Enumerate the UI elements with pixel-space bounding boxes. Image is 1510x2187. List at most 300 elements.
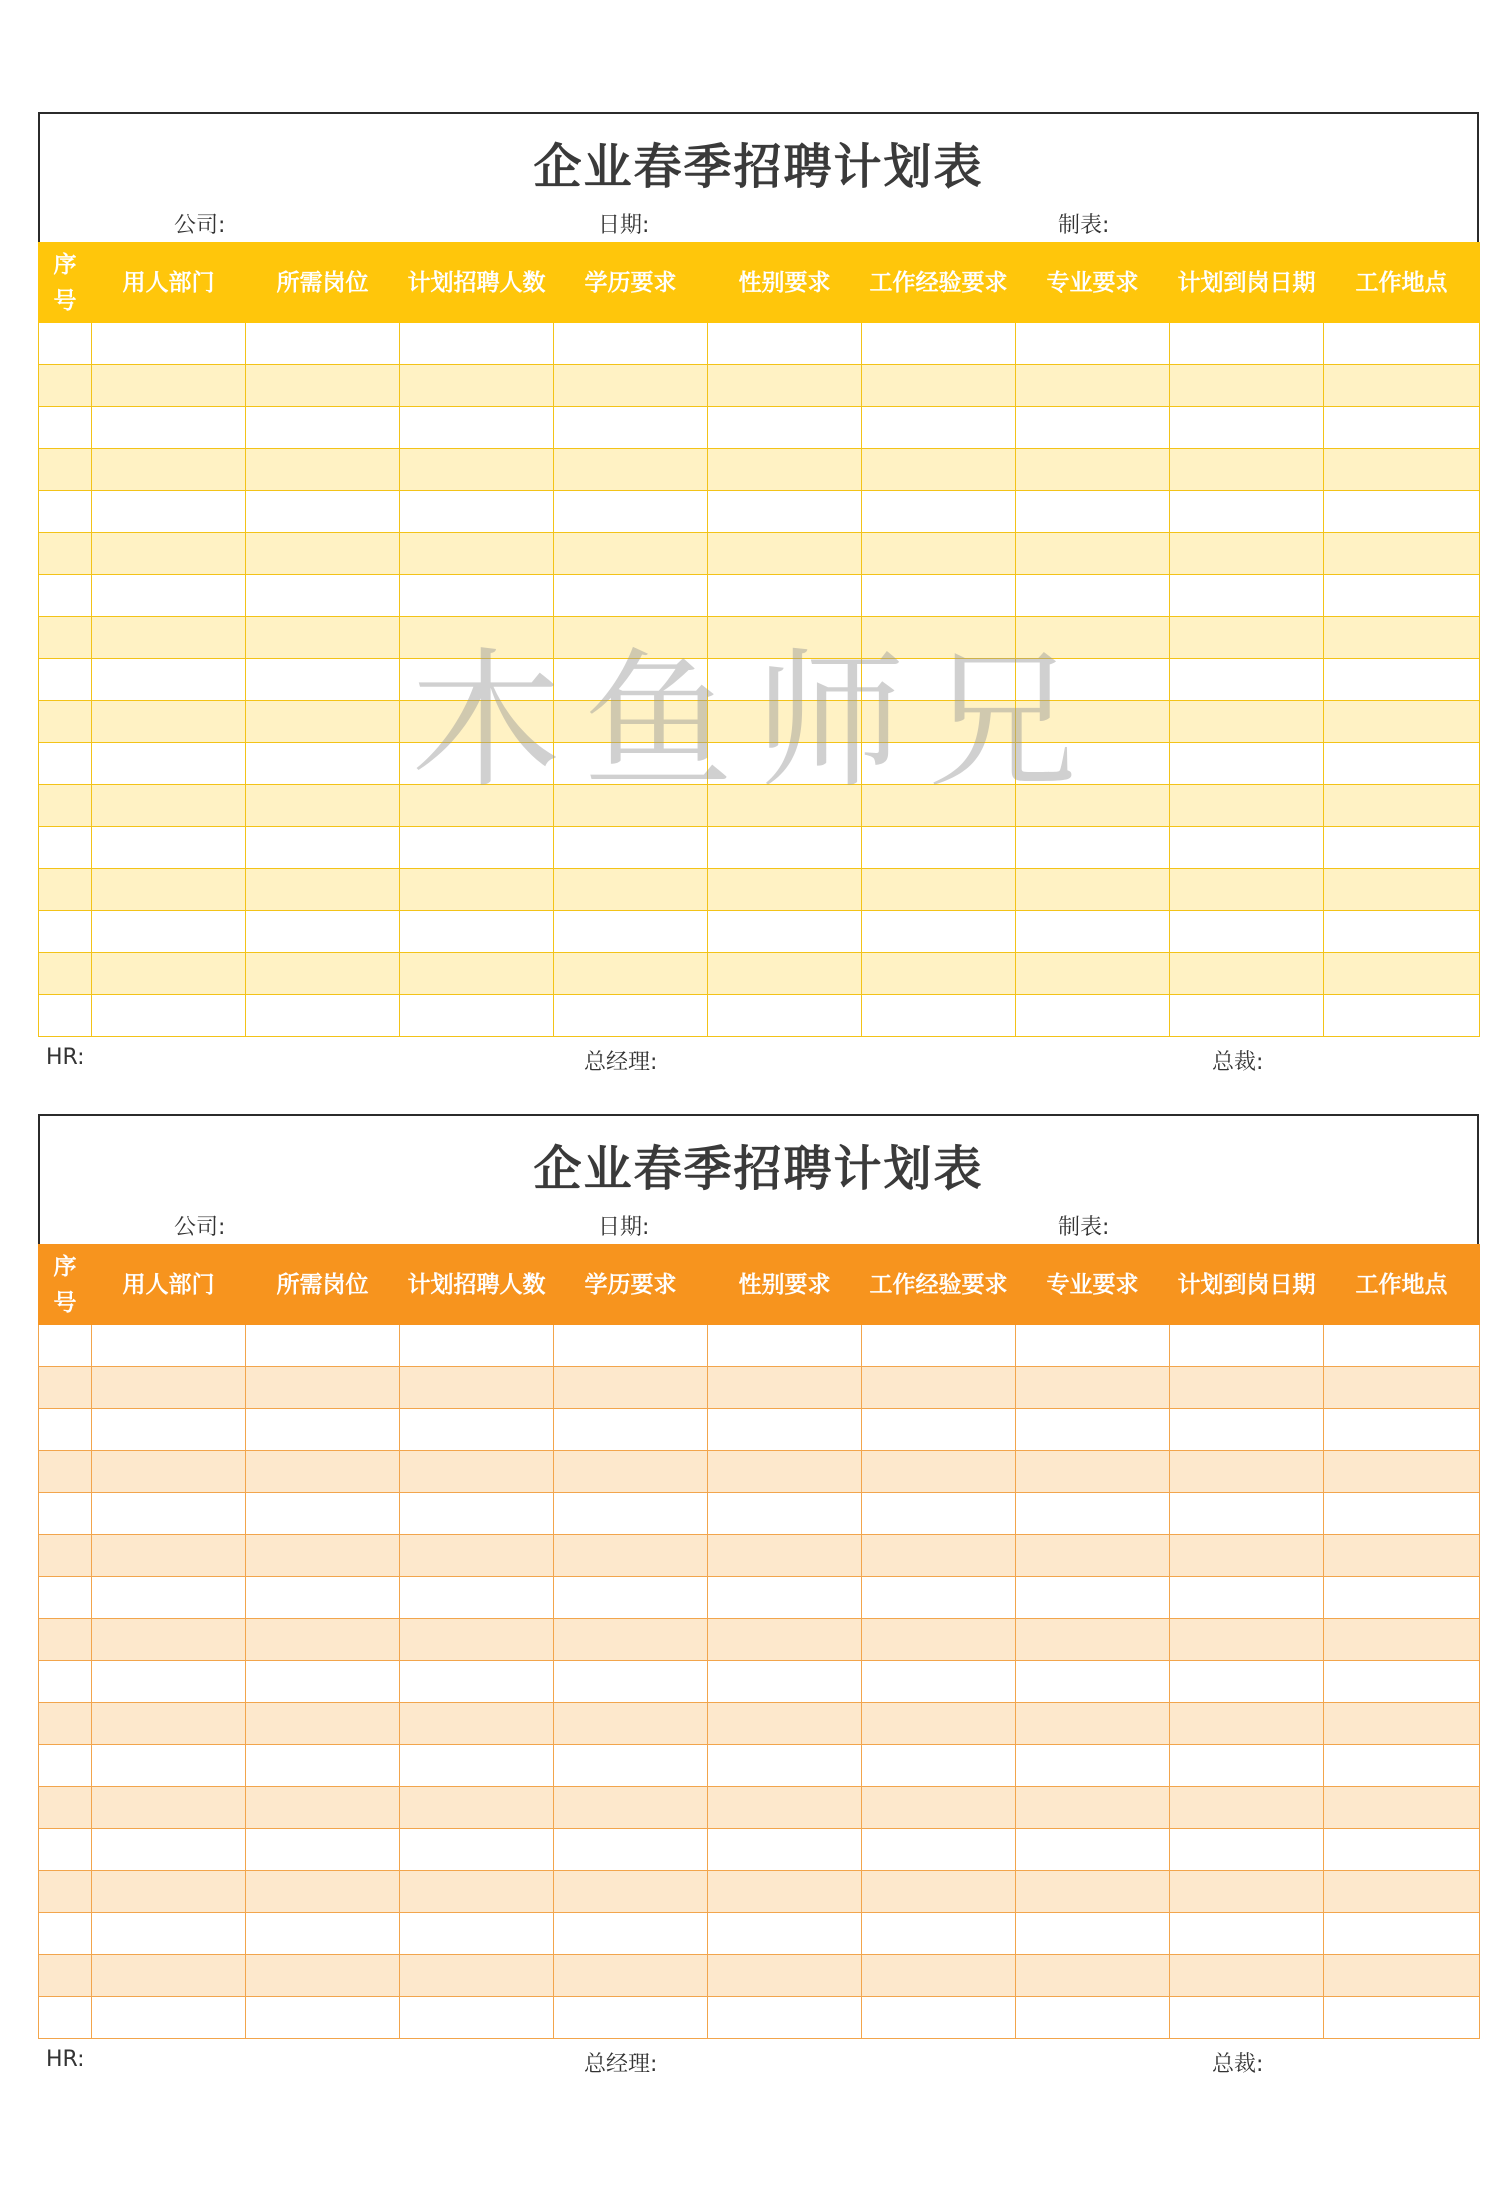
table-cell[interactable] [1170,449,1324,491]
table-cell[interactable] [708,869,862,911]
table-cell[interactable] [39,449,92,491]
table-cell[interactable] [1324,1871,1480,1913]
table-cell[interactable] [39,911,92,953]
table-cell[interactable] [246,1955,400,1997]
table-cell[interactable] [1170,1871,1324,1913]
table-cell[interactable] [1170,407,1324,449]
table-cell[interactable] [708,911,862,953]
table-cell[interactable] [1170,953,1324,995]
table-cell[interactable] [554,1913,708,1955]
table-cell[interactable] [708,953,862,995]
table-cell[interactable] [92,1661,246,1703]
table-cell[interactable] [400,911,554,953]
table-cell[interactable] [862,1745,1016,1787]
table-cell[interactable] [246,407,400,449]
table-cell[interactable] [554,827,708,869]
table-cell[interactable] [708,1871,862,1913]
table-cell[interactable] [708,617,862,659]
table-cell[interactable] [400,1745,554,1787]
table-cell[interactable] [554,1871,708,1913]
table-cell[interactable] [400,1409,554,1451]
table-cell[interactable] [92,1703,246,1745]
table-cell[interactable] [1324,1493,1480,1535]
table-cell[interactable] [1170,1829,1324,1871]
table-cell[interactable] [92,1997,246,2039]
table-cell[interactable] [708,659,862,701]
table-cell[interactable] [400,323,554,365]
table-cell[interactable] [39,995,92,1037]
table-cell[interactable] [400,869,554,911]
table-cell[interactable] [1324,1535,1480,1577]
table-cell[interactable] [862,617,1016,659]
table-cell[interactable] [1016,1577,1170,1619]
table-cell[interactable] [1016,659,1170,701]
table-cell[interactable] [246,1619,400,1661]
table-cell[interactable] [39,1913,92,1955]
table-cell[interactable] [708,365,862,407]
table-cell[interactable] [708,1997,862,2039]
table-cell[interactable] [554,1493,708,1535]
table-cell[interactable] [1170,1997,1324,2039]
table-cell[interactable] [1170,911,1324,953]
table-cell[interactable] [708,743,862,785]
table-cell[interactable] [1016,785,1170,827]
table-cell[interactable] [862,1955,1016,1997]
table-cell[interactable] [400,1493,554,1535]
table-cell[interactable] [400,785,554,827]
table-cell[interactable] [1170,1325,1324,1367]
table-cell[interactable] [708,1535,862,1577]
table-cell[interactable] [400,1997,554,2039]
table-cell[interactable] [39,953,92,995]
table-cell[interactable] [246,491,400,533]
table-cell[interactable] [39,1325,92,1367]
table-cell[interactable] [39,1451,92,1493]
table-cell[interactable] [400,575,554,617]
table-cell[interactable] [862,1367,1016,1409]
table-cell[interactable] [554,323,708,365]
table-cell[interactable] [92,785,246,827]
table-cell[interactable] [246,1661,400,1703]
table-cell[interactable] [708,1955,862,1997]
table-cell[interactable] [39,575,92,617]
table-cell[interactable] [1170,1913,1324,1955]
table-cell[interactable] [92,995,246,1037]
table-cell[interactable] [39,869,92,911]
table-cell[interactable] [708,1409,862,1451]
table-cell[interactable] [708,1745,862,1787]
table-cell[interactable] [862,1871,1016,1913]
table-cell[interactable] [1016,365,1170,407]
table-cell[interactable] [1170,1703,1324,1745]
table-cell[interactable] [400,995,554,1037]
table-cell[interactable] [1170,533,1324,575]
table-cell[interactable] [1324,701,1480,743]
table-cell[interactable] [92,1577,246,1619]
table-cell[interactable] [554,1619,708,1661]
table-cell[interactable] [862,491,1016,533]
table-cell[interactable] [1324,1451,1480,1493]
table-cell[interactable] [1324,1661,1480,1703]
table-cell[interactable] [1324,995,1480,1037]
table-cell[interactable] [92,407,246,449]
table-cell[interactable] [1324,323,1480,365]
table-cell[interactable] [708,1661,862,1703]
table-cell[interactable] [400,1787,554,1829]
table-cell[interactable] [1324,743,1480,785]
table-cell[interactable] [39,1871,92,1913]
table-cell[interactable] [92,1409,246,1451]
table-cell[interactable] [1170,1409,1324,1451]
table-cell[interactable] [554,1451,708,1493]
table-cell[interactable] [92,617,246,659]
table-cell[interactable] [1016,1535,1170,1577]
table-cell[interactable] [708,995,862,1037]
table-cell[interactable] [708,575,862,617]
table-cell[interactable] [92,323,246,365]
table-cell[interactable] [92,1787,246,1829]
table-cell[interactable] [862,827,1016,869]
table-cell[interactable] [554,533,708,575]
table-cell[interactable] [1324,1955,1480,1997]
table-cell[interactable] [1170,995,1324,1037]
table-cell[interactable] [1170,1955,1324,1997]
table-cell[interactable] [400,1619,554,1661]
table-cell[interactable] [554,1997,708,2039]
table-cell[interactable] [708,491,862,533]
table-cell[interactable] [39,1661,92,1703]
table-cell[interactable] [39,1745,92,1787]
table-cell[interactable] [1324,1787,1480,1829]
table-cell[interactable] [1016,1829,1170,1871]
table-cell[interactable] [862,995,1016,1037]
table-cell[interactable] [862,1493,1016,1535]
table-cell[interactable] [92,1451,246,1493]
table-cell[interactable] [400,1661,554,1703]
table-cell[interactable] [39,533,92,575]
table-cell[interactable] [39,407,92,449]
table-cell[interactable] [400,449,554,491]
table-cell[interactable] [39,1703,92,1745]
table-cell[interactable] [708,1787,862,1829]
table-cell[interactable] [554,743,708,785]
table-cell[interactable] [92,533,246,575]
table-cell[interactable] [708,449,862,491]
table-cell[interactable] [246,701,400,743]
table-cell[interactable] [554,1325,708,1367]
table-cell[interactable] [39,1829,92,1871]
table-cell[interactable] [246,995,400,1037]
table-cell[interactable] [92,1829,246,1871]
table-cell[interactable] [1170,365,1324,407]
table-cell[interactable] [1324,1913,1480,1955]
table-cell[interactable] [1170,491,1324,533]
table-cell[interactable] [1016,1451,1170,1493]
table-cell[interactable] [862,743,1016,785]
table-cell[interactable] [862,785,1016,827]
table-cell[interactable] [400,743,554,785]
table-cell[interactable] [554,701,708,743]
table-cell[interactable] [39,785,92,827]
table-cell[interactable] [39,1535,92,1577]
table-cell[interactable] [92,1367,246,1409]
table-cell[interactable] [400,701,554,743]
table-cell[interactable] [246,743,400,785]
table-cell[interactable] [92,1493,246,1535]
table-cell[interactable] [554,1787,708,1829]
table-cell[interactable] [92,911,246,953]
table-cell[interactable] [246,659,400,701]
table-cell[interactable] [1170,1619,1324,1661]
table-cell[interactable] [708,323,862,365]
table-cell[interactable] [39,617,92,659]
table-cell[interactable] [708,407,862,449]
table-cell[interactable] [1324,953,1480,995]
table-cell[interactable] [554,1367,708,1409]
table-cell[interactable] [246,1451,400,1493]
table-cell[interactable] [400,1913,554,1955]
table-cell[interactable] [1170,1367,1324,1409]
table-cell[interactable] [39,701,92,743]
table-cell[interactable] [39,1409,92,1451]
table-cell[interactable] [400,1367,554,1409]
table-cell[interactable] [39,1577,92,1619]
table-cell[interactable] [400,953,554,995]
table-cell[interactable] [39,1955,92,1997]
table-cell[interactable] [708,1703,862,1745]
table-cell[interactable] [1016,701,1170,743]
table-cell[interactable] [400,1325,554,1367]
table-cell[interactable] [554,617,708,659]
table-cell[interactable] [1016,533,1170,575]
table-cell[interactable] [1016,1367,1170,1409]
table-cell[interactable] [1016,491,1170,533]
table-cell[interactable] [39,1619,92,1661]
table-cell[interactable] [92,575,246,617]
table-cell[interactable] [862,365,1016,407]
table-cell[interactable] [400,617,554,659]
table-cell[interactable] [1170,785,1324,827]
table-cell[interactable] [246,1787,400,1829]
table-cell[interactable] [39,365,92,407]
table-cell[interactable] [1324,869,1480,911]
table-cell[interactable] [246,1577,400,1619]
table-cell[interactable] [246,365,400,407]
table-cell[interactable] [862,533,1016,575]
table-cell[interactable] [1016,827,1170,869]
table-cell[interactable] [39,491,92,533]
table-cell[interactable] [1016,1955,1170,1997]
table-cell[interactable] [1170,1577,1324,1619]
table-cell[interactable] [1016,869,1170,911]
table-cell[interactable] [92,701,246,743]
table-cell[interactable] [1016,1325,1170,1367]
table-cell[interactable] [862,1325,1016,1367]
table-cell[interactable] [708,1913,862,1955]
table-cell[interactable] [246,1997,400,2039]
table-cell[interactable] [554,785,708,827]
table-cell[interactable] [246,617,400,659]
table-cell[interactable] [400,491,554,533]
table-cell[interactable] [1170,1661,1324,1703]
table-cell[interactable] [554,365,708,407]
table-cell[interactable] [862,449,1016,491]
table-cell[interactable] [554,1829,708,1871]
table-cell[interactable] [1016,1913,1170,1955]
table-cell[interactable] [1324,785,1480,827]
table-cell[interactable] [708,785,862,827]
table-cell[interactable] [708,1451,862,1493]
table-cell[interactable] [1170,701,1324,743]
table-cell[interactable] [1016,911,1170,953]
table-cell[interactable] [39,1997,92,2039]
table-cell[interactable] [1170,869,1324,911]
table-cell[interactable] [1324,1703,1480,1745]
table-cell[interactable] [862,575,1016,617]
table-cell[interactable] [1324,1409,1480,1451]
table-cell[interactable] [246,1913,400,1955]
table-cell[interactable] [92,491,246,533]
table-cell[interactable] [400,1955,554,1997]
table-cell[interactable] [1324,533,1480,575]
table-cell[interactable] [862,1913,1016,1955]
table-cell[interactable] [554,449,708,491]
table-cell[interactable] [92,743,246,785]
table-cell[interactable] [400,1829,554,1871]
table-cell[interactable] [246,785,400,827]
table-cell[interactable] [39,323,92,365]
table-cell[interactable] [1016,743,1170,785]
table-cell[interactable] [400,1577,554,1619]
table-cell[interactable] [246,911,400,953]
table-cell[interactable] [708,1619,862,1661]
table-cell[interactable] [92,1913,246,1955]
table-cell[interactable] [400,1703,554,1745]
table-cell[interactable] [1016,1493,1170,1535]
table-cell[interactable] [246,1493,400,1535]
table-cell[interactable] [554,491,708,533]
table-cell[interactable] [1324,659,1480,701]
table-cell[interactable] [554,1703,708,1745]
table-cell[interactable] [246,533,400,575]
table-cell[interactable] [554,1955,708,1997]
table-cell[interactable] [1324,449,1480,491]
table-cell[interactable] [246,1829,400,1871]
table-cell[interactable] [1170,1745,1324,1787]
table-cell[interactable] [1324,575,1480,617]
table-cell[interactable] [1170,743,1324,785]
table-cell[interactable] [708,533,862,575]
table-cell[interactable] [554,1577,708,1619]
table-cell[interactable] [1016,1619,1170,1661]
table-cell[interactable] [1016,953,1170,995]
table-cell[interactable] [1170,827,1324,869]
table-cell[interactable] [400,365,554,407]
table-cell[interactable] [246,449,400,491]
table-cell[interactable] [400,1535,554,1577]
table-cell[interactable] [92,1745,246,1787]
table-cell[interactable] [1324,1325,1480,1367]
table-cell[interactable] [246,869,400,911]
table-cell[interactable] [862,1409,1016,1451]
table-cell[interactable] [554,953,708,995]
table-cell[interactable] [39,659,92,701]
table-cell[interactable] [1016,407,1170,449]
table-cell[interactable] [92,827,246,869]
table-cell[interactable] [92,1955,246,1997]
table-cell[interactable] [708,701,862,743]
table-cell[interactable] [92,659,246,701]
table-cell[interactable] [708,1367,862,1409]
table-cell[interactable] [1324,617,1480,659]
table-cell[interactable] [1324,491,1480,533]
table-cell[interactable] [554,995,708,1037]
table-cell[interactable] [246,323,400,365]
table-cell[interactable] [1170,323,1324,365]
table-cell[interactable] [1170,575,1324,617]
table-cell[interactable] [1016,1703,1170,1745]
table-cell[interactable] [1016,449,1170,491]
table-cell[interactable] [862,1535,1016,1577]
table-cell[interactable] [92,1325,246,1367]
table-cell[interactable] [862,1451,1016,1493]
table-cell[interactable] [1016,1409,1170,1451]
table-cell[interactable] [92,1619,246,1661]
table-cell[interactable] [862,1577,1016,1619]
table-cell[interactable] [400,827,554,869]
table-cell[interactable] [1324,365,1480,407]
table-cell[interactable] [400,1871,554,1913]
table-cell[interactable] [1324,911,1480,953]
table-cell[interactable] [862,1829,1016,1871]
table-cell[interactable] [554,1409,708,1451]
table-cell[interactable] [1324,1745,1480,1787]
table-cell[interactable] [246,1703,400,1745]
table-cell[interactable] [554,407,708,449]
table-cell[interactable] [246,827,400,869]
table-cell[interactable] [862,1619,1016,1661]
table-cell[interactable] [1016,995,1170,1037]
table-cell[interactable] [862,701,1016,743]
table-cell[interactable] [1170,659,1324,701]
table-cell[interactable] [1016,1871,1170,1913]
table-cell[interactable] [400,659,554,701]
table-cell[interactable] [708,1325,862,1367]
table-cell[interactable] [862,323,1016,365]
table-cell[interactable] [554,869,708,911]
table-cell[interactable] [246,575,400,617]
table-cell[interactable] [246,1871,400,1913]
table-cell[interactable] [246,953,400,995]
table-cell[interactable] [862,407,1016,449]
table-cell[interactable] [39,827,92,869]
table-cell[interactable] [1324,1367,1480,1409]
table-cell[interactable] [1170,1493,1324,1535]
table-cell[interactable] [1324,827,1480,869]
table-cell[interactable] [708,1577,862,1619]
table-cell[interactable] [39,1493,92,1535]
table-cell[interactable] [708,827,862,869]
table-cell[interactable] [92,1871,246,1913]
table-cell[interactable] [554,575,708,617]
table-cell[interactable] [554,1535,708,1577]
table-cell[interactable] [862,1661,1016,1703]
table-cell[interactable] [1170,1451,1324,1493]
table-cell[interactable] [862,659,1016,701]
table-cell[interactable] [862,1703,1016,1745]
table-cell[interactable] [1016,1745,1170,1787]
table-cell[interactable] [862,911,1016,953]
